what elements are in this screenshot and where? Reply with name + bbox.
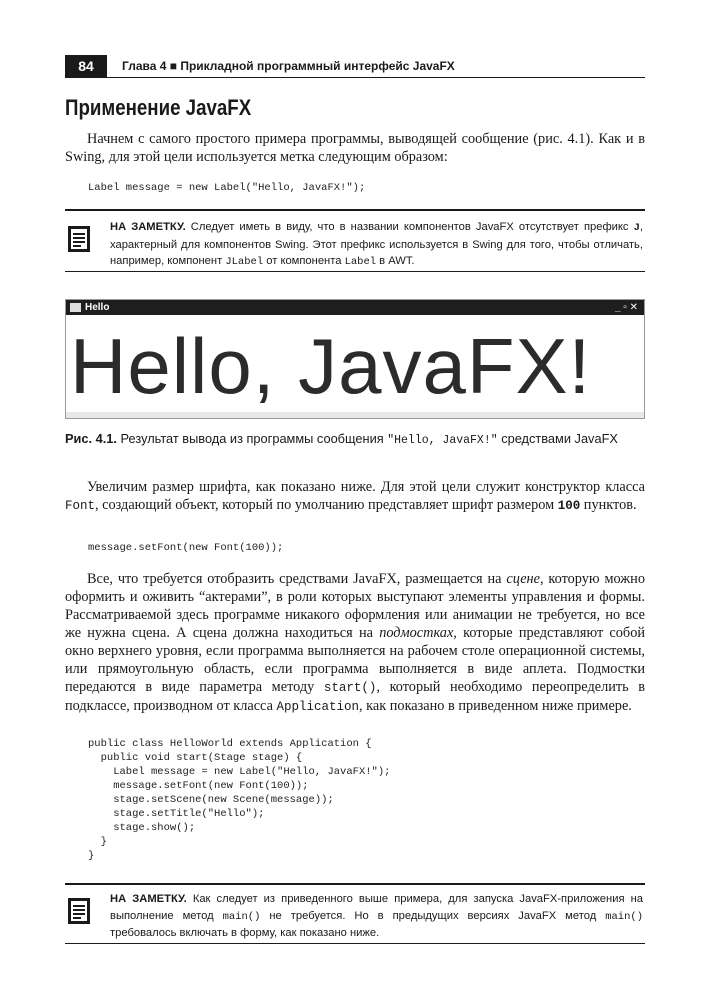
note-top-rule [65, 209, 645, 211]
note-icon [68, 898, 90, 924]
italic-term: сцене [506, 571, 540, 587]
note-label: НА ЗАМЕТКУ. [110, 893, 187, 905]
paragraph-text: Увеличим размер шрифта, как показано ниже. Для этой цели служит конструктор класса [87, 479, 645, 495]
note-label: НА ЗАМЕТКУ. [110, 221, 186, 233]
note-text-part: , характерный для компонентов Swing. Этот префикс используется в Swing для того, чтобы отличать, например, компонент [110, 221, 643, 267]
inline-code: Font [65, 499, 96, 513]
paragraph-font [65, 478, 645, 515]
window-app-icon [70, 303, 81, 312]
window-controls: _ ▫ ✕ [614, 302, 638, 313]
window-title: Hello [85, 302, 110, 313]
note-text-part: Следует иметь в виду, что в названии компонентов JavaFX отсутствует префикс [185, 221, 634, 233]
note-text-part: требовалось включать в форму, как показано ниже. [110, 927, 380, 939]
running-head: Глава 4 ■ Прикладной программный интерфейс JavaFX [122, 59, 455, 73]
window-bottom-strip [66, 412, 644, 418]
inline-code: "Hello, JavaFX!" [387, 434, 498, 447]
code-listing-helloworld: public class HelloWorld extends Application { public void start(Stage stage) { Label message = new Label("Hello, JavaFX!"); message.setFont(new Font(100)); stage.setScene(new Scene(message)); stage.setTitle("Hello"); stage.show(); } } [88, 738, 391, 862]
note-text-part: от компонента [263, 255, 345, 267]
paragraph-text: , как показано в приведенном ниже примере. [359, 698, 632, 714]
inline-code: Label [344, 256, 377, 268]
inline-code: JLabel [225, 256, 264, 268]
inline-code-bold: 100 [557, 499, 581, 513]
section-title: Применение JavaFX [65, 95, 252, 120]
paragraph-text: , который необходимо переопределить в подклассе, производном от класса [65, 679, 645, 714]
page-number: 84 [65, 55, 107, 77]
paragraph-scene [65, 570, 645, 716]
note-text [110, 219, 643, 271]
inline-code: main() [222, 910, 261, 923]
note-bottom-rule [65, 943, 645, 944]
paragraph-intro: Начнем с самого простого примера программы, выводящей сообщение (рис. 4.1). Как и в Swing, для этой цели используется метка следующим образом: [65, 131, 645, 165]
paragraph-text: , которые представляют собой окно верхнего уровня, если программа выполняется на рабочем столе операционной системы, или прямоугольную область, если программа выполняется в виде аплета. Подмостки передаются в виде параметра методу [65, 625, 645, 695]
caption-text: Результат вывода из программы сообщения [116, 431, 388, 446]
inline-code: Application [276, 700, 360, 714]
italic-term: подмостках [379, 625, 454, 641]
caption-label: Рис. 4.1. [65, 431, 117, 446]
header-rule [65, 77, 645, 78]
hello-label: Hello, JavaFX! [70, 322, 592, 410]
inline-code: main() [605, 910, 643, 923]
paragraph-text: Все, что требуется отобразить средствами JavaFX, размещается на [87, 571, 507, 587]
note-top-rule [65, 883, 645, 885]
code-snippet-setfont: message.setFont(new Font(100)); [88, 542, 284, 554]
paragraph-text: , которую можно оформить и оживить “актерами”, в роли которых выступают элементы управления и формы. Рассматриваемой здесь программе никакого оформления или анимации не требуется, но все же нужна сцена. А сцена должна находиться на [65, 571, 645, 641]
note-bottom-rule [65, 271, 645, 272]
inline-code: start() [323, 681, 377, 695]
inline-code: J [633, 222, 640, 234]
note-text-part: в AWT. [376, 255, 415, 267]
window-titlebar [66, 300, 644, 315]
note-text [110, 891, 643, 942]
figure-window [65, 299, 645, 419]
note-text-part: Как следует из приведенного выше примера, для запуска JavaFX-приложения на выполнение метод [110, 893, 643, 922]
paragraph-text: , создающий объект, который по умолчанию представляет шрифт размером [95, 497, 558, 513]
figure-caption [65, 431, 645, 450]
caption-text: средствами JavaFX [497, 431, 618, 446]
paragraph-text: пунктов. [580, 497, 637, 513]
code-snippet-label: Label message = new Label("Hello, JavaFX!"); [88, 182, 366, 194]
note-icon [68, 226, 90, 252]
note-text-part: не требуется. Но в предыдущих версиях JavaFX метод [260, 909, 606, 922]
